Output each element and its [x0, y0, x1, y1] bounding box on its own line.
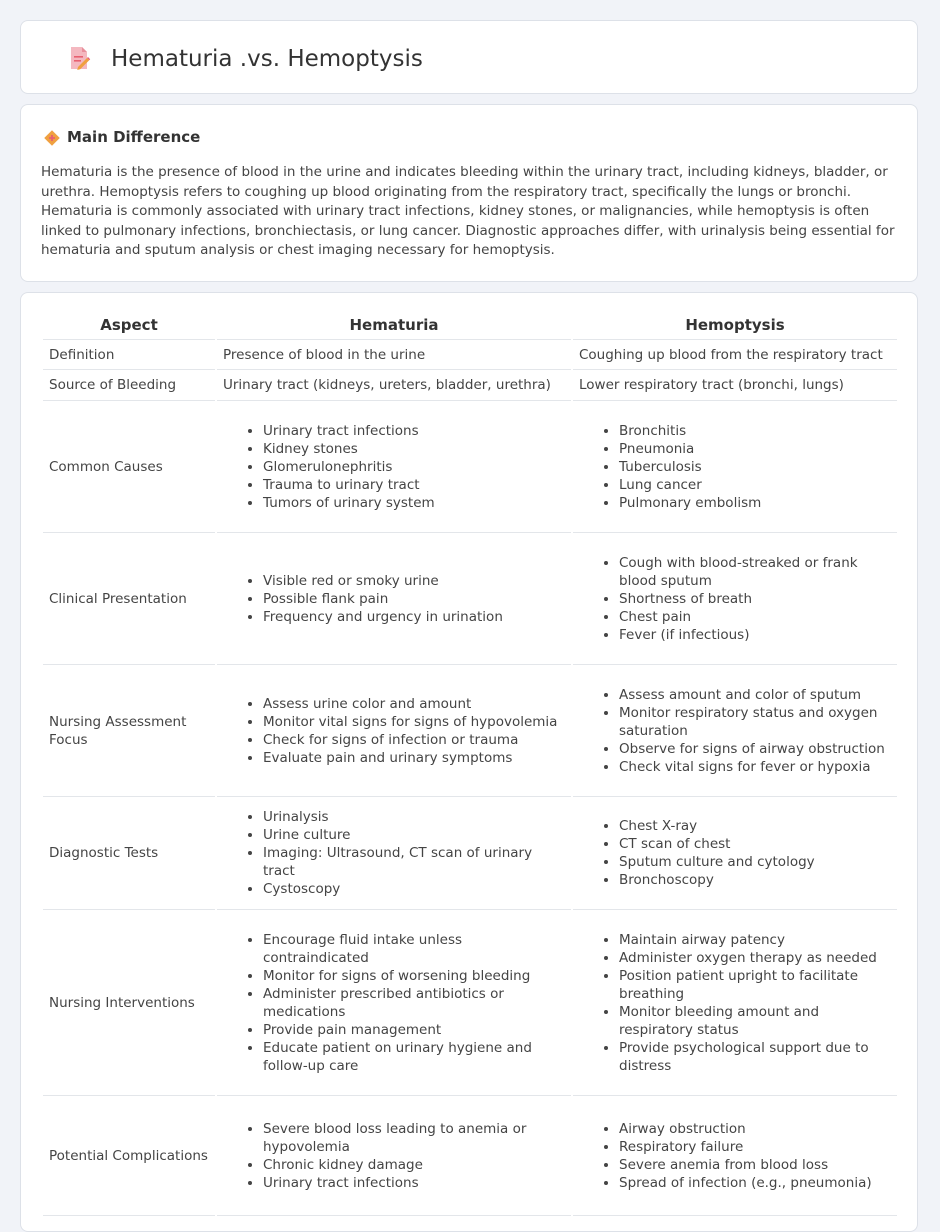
- cell-aspect: Common Causes: [43, 401, 215, 533]
- list-item: • Urinalysis: [263, 808, 565, 826]
- list-item: • Chronic kidney damage: [263, 1156, 565, 1174]
- list-item: • Chest X-ray: [619, 817, 891, 835]
- hematuria-list: [223, 422, 565, 512]
- main-difference-text: Hematuria is the presence of blood in the urine and indicates bleeding within the urinary tract, including kidneys, bladder, or urethra. Hemoptysis refers to coughing up blood originating from the respiratory tract, specifically the lungs or bronchi. Hematuria is commonly associated with urinary tract infections, kidney stones, or malignancies, while hemoptysis is often linked to pulmonary infections, bronchiectasis, or lung cancer. Diagnostic approaches differ, with urinalysis being essential for hematuria and sputum analysis or chest imaging necessary for hemoptysis.: [41, 164, 895, 259]
- hematuria-list: [223, 931, 565, 1075]
- list-item: • Check vital signs for fever or hypoxia: [619, 758, 891, 776]
- hemoptysis-list: [579, 554, 891, 644]
- cell-aspect: Diagnostic Tests: [43, 797, 215, 910]
- list-item: • Check for signs of infection or trauma: [263, 731, 565, 749]
- cell-aspect: Clinical Presentation: [43, 533, 215, 665]
- list-item: • Sputum culture and cytology: [619, 853, 891, 871]
- hematuria-list: [223, 808, 565, 898]
- cell-hematuria: [217, 797, 571, 910]
- cell-aspect: Definition: [43, 340, 215, 370]
- header-hemoptysis: Hemoptysis: [573, 311, 897, 340]
- list-item: • Severe blood loss leading to anemia or hypovolemia: [263, 1120, 565, 1156]
- main-difference-card: [20, 104, 918, 282]
- list-item: • Cystoscopy: [263, 880, 565, 898]
- list-item: • Frequency and urgency in urination: [263, 608, 565, 626]
- list-item: • Provide pain management: [263, 1021, 565, 1039]
- hematuria-list: [223, 1120, 565, 1192]
- list-item: • Trauma to urinary tract: [263, 476, 565, 494]
- list-item: • Bronchoscopy: [619, 871, 891, 889]
- list-item: • Visible red or smoky urine: [263, 572, 565, 590]
- title-card: [20, 20, 918, 94]
- cell-hematuria: [217, 665, 571, 797]
- comparison-table-card: [20, 292, 918, 1232]
- header-hematuria: Hematuria: [217, 311, 571, 340]
- cell-hemoptysis: [573, 1096, 897, 1216]
- hemoptysis-list: [579, 686, 891, 776]
- header-aspect: Aspect: [43, 311, 215, 340]
- list-item: • Assess amount and color of sputum: [619, 686, 891, 704]
- list-item: • Tuberculosis: [619, 458, 891, 476]
- list-item: • Assess urine color and amount: [263, 695, 565, 713]
- list-item: • Observe for signs of airway obstruction: [619, 740, 891, 758]
- cell-hematuria: [217, 401, 571, 533]
- document-icon: [67, 45, 91, 71]
- list-item: • Evaluate pain and urinary symptoms: [263, 749, 565, 767]
- list-item: • Chest pain: [619, 608, 891, 626]
- list-item: • Provide psychological support due to distress: [619, 1039, 891, 1075]
- list-item: • Monitor respiratory status and oxygen saturation: [619, 704, 891, 740]
- cell-hemoptysis: Lower respiratory tract (bronchi, lungs): [573, 370, 897, 401]
- list-item: • Kidney stones: [263, 440, 565, 458]
- cell-hematuria: [217, 910, 571, 1096]
- table-row: [43, 1096, 897, 1216]
- hemoptysis-list: [579, 1120, 891, 1192]
- list-item: • Administer prescribed antibiotics or medications: [263, 985, 565, 1021]
- table-row: [43, 797, 897, 910]
- hematuria-list: [223, 572, 565, 626]
- table-row: [43, 910, 897, 1096]
- cell-hemoptysis: [573, 533, 897, 665]
- cell-aspect: Potential Complications: [43, 1096, 215, 1216]
- cell-hemoptysis: [573, 797, 897, 910]
- main-difference-heading: Main Difference: [67, 128, 201, 146]
- list-item: • Monitor vital signs for signs of hypovolemia: [263, 713, 565, 731]
- list-item: • Pneumonia: [619, 440, 891, 458]
- cell-hematuria: [217, 533, 571, 665]
- diamond-icon: [43, 129, 61, 147]
- list-item: • Possible flank pain: [263, 590, 565, 608]
- list-item: • Pulmonary embolism: [619, 494, 891, 512]
- list-item: • Monitor for signs of worsening bleeding: [263, 967, 565, 985]
- cell-hematuria: [217, 1096, 571, 1216]
- cell-hematuria: Presence of blood in the urine: [217, 340, 571, 370]
- comparison-table: [41, 311, 899, 1216]
- list-item: • Spread of infection (e.g., pneumonia): [619, 1174, 891, 1192]
- list-item: • Monitor bleeding amount and respiratory status: [619, 1003, 891, 1039]
- cell-hemoptysis: [573, 665, 897, 797]
- list-item: • Lung cancer: [619, 476, 891, 494]
- cell-hemoptysis: Coughing up blood from the respiratory tract: [573, 340, 897, 370]
- table-row: [43, 533, 897, 665]
- table-row: [43, 665, 897, 797]
- list-item: • Urine culture: [263, 826, 565, 844]
- list-item: • Urinary tract infections: [263, 422, 565, 440]
- cell-aspect: Source of Bleeding: [43, 370, 215, 401]
- hematuria-list: [223, 695, 565, 767]
- list-item: • Position patient upright to facilitate breathing: [619, 967, 891, 1003]
- table-row: [43, 401, 897, 533]
- hemoptysis-list: [579, 422, 891, 512]
- cell-aspect: Nursing Interventions: [43, 910, 215, 1096]
- list-item: • Maintain airway patency: [619, 931, 891, 949]
- list-item: • Airway obstruction: [619, 1120, 891, 1138]
- list-item: • Fever (if infectious): [619, 626, 891, 644]
- list-item: • Cough with blood-streaked or frank blood sputum: [619, 554, 891, 590]
- hemoptysis-list: [579, 931, 891, 1075]
- list-item: • Urinary tract infections: [263, 1174, 565, 1192]
- list-item: • Severe anemia from blood loss: [619, 1156, 891, 1174]
- list-item: • Encourage fluid intake unless contraindicated: [263, 931, 565, 967]
- list-item: • Administer oxygen therapy as needed: [619, 949, 891, 967]
- list-item: • Tumors of urinary system: [263, 494, 565, 512]
- list-item: • Bronchitis: [619, 422, 891, 440]
- table-row: [43, 340, 897, 370]
- cell-hemoptysis: [573, 910, 897, 1096]
- hemoptysis-list: [579, 817, 891, 889]
- page-title: Hematuria .vs. Hemoptysis: [111, 46, 423, 72]
- list-item: • Shortness of breath: [619, 590, 891, 608]
- table-row: [43, 370, 897, 401]
- list-item: • Respiratory failure: [619, 1138, 891, 1156]
- cell-aspect: Nursing Assessment Focus: [43, 665, 215, 797]
- cell-hematuria: Urinary tract (kidneys, ureters, bladder, urethra): [217, 370, 571, 401]
- list-item: • Glomerulonephritis: [263, 458, 565, 476]
- table-header-row: [43, 311, 897, 340]
- cell-hemoptysis: [573, 401, 897, 533]
- list-item: • CT scan of chest: [619, 835, 891, 853]
- list-item: • Imaging: Ultrasound, CT scan of urinary tract: [263, 844, 565, 880]
- list-item: • Educate patient on urinary hygiene and follow-up care: [263, 1039, 565, 1075]
- table-body: [43, 340, 897, 1216]
